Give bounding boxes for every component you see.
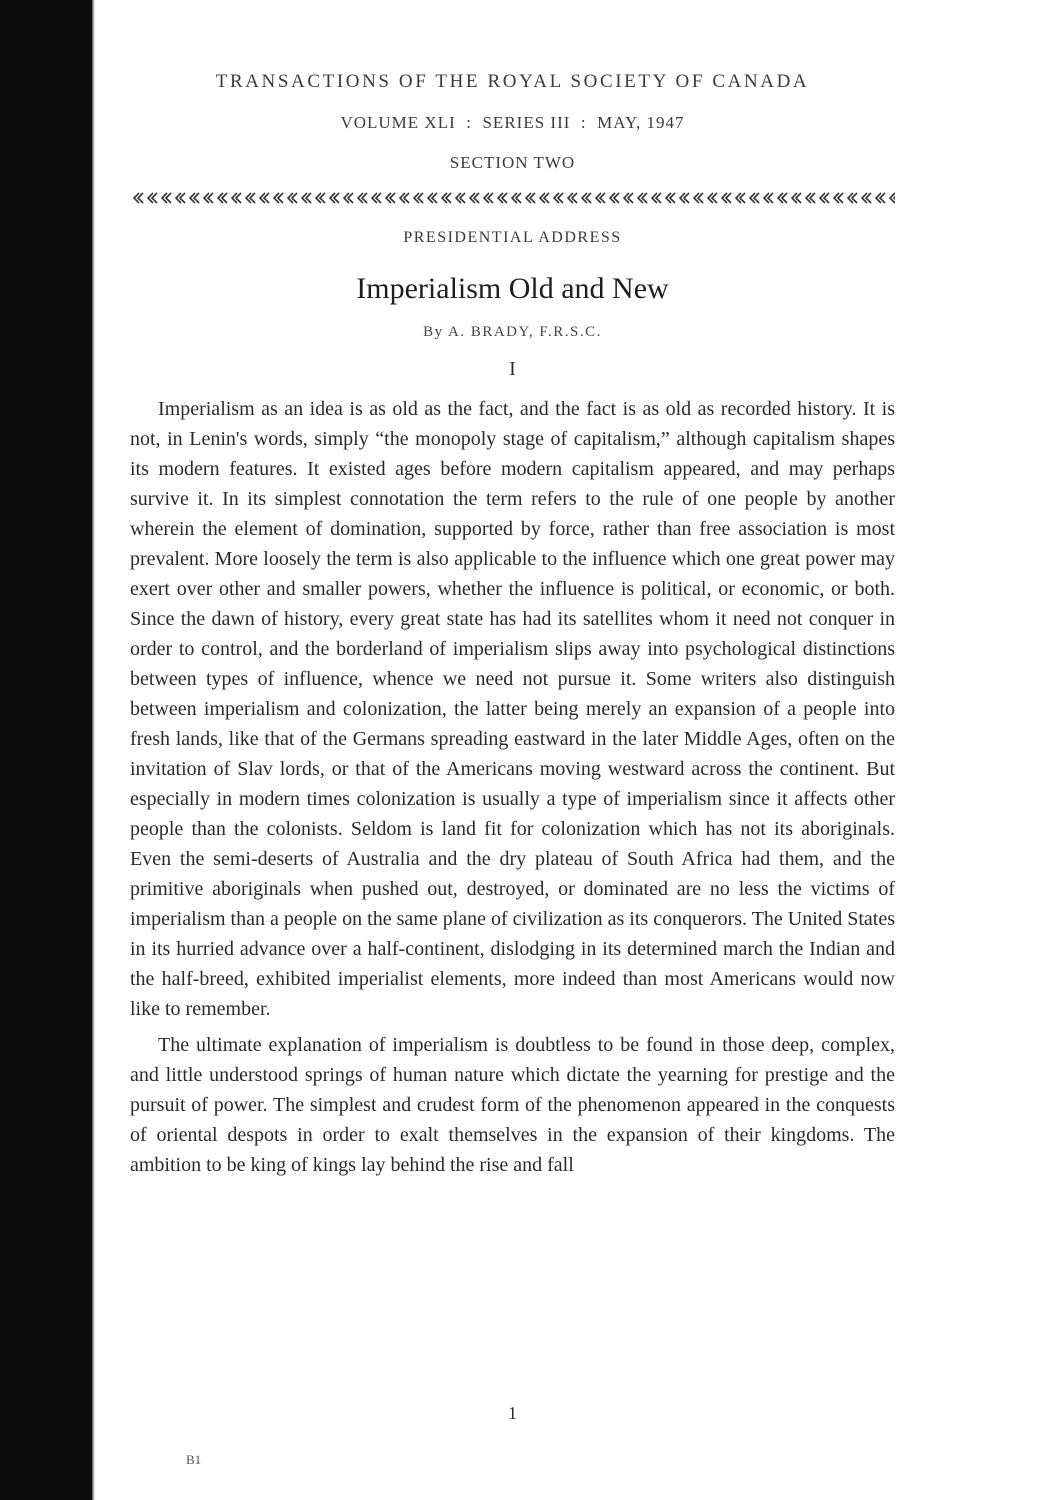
- paragraph: Imperialism as an idea is as old as the fact, and the fact is as old as recorded history. It is not, in Lenin's words, simply “the monopoly stage of capitalism,” although capitalism shapes its modern features. It existed ages before modern capitalism appeared, and may perhaps survive it. In its simplest connotation the term refers to the rule of one people by another wherein the element of domination, supported by force, rather than free association is most prevalent. More loosely the term is also applicable to the influence which one great power may exert over other and smaller powers, whether the influence is political, or economic, or both. Since the dawn of history, every great state has had its satellites whom it need not conquer in order to control, and the borderland of imperialism slips away into psychological distinctions between types of influence, whence we need not pursue it. Some writers also distinguish between imperialism and colonization, the latter being merely an expansion of a people into fresh lands, like that of the Germans spreading eastward in the later Middle Ages, often on the invitation of Slav lords, or that of the Americans moving westward across the continent. But especially in modern times colonization is usually a type of imperialism since it affects other people than the colonists. Seldom is land fit for colonization which has not its aboriginals. Even the semi-deserts of Australia and the dry plateau of South Africa had them, and the primitive aboriginals when pushed out, destroyed, or dominated are no less the victims of imperialism than a people on the same plane of civilization as its conquerors. The United States in its hurried advance over a half-continent, dislodging in its determined march the Indian and the half-breed, exhibited imperialist elements, more indeed than most Americans would now like to remember.: [130, 398, 895, 1020]
- paragraph: The ultimate explanation of imperialism is doubtless to be found in those deep, complex, and little understood springs of human nature which dictate the yearning for prestige and the pursuit of power. The simplest and crudest form of the phenomenon appeared in the conquests of oriental despots in order to exalt themselves in the expansion of their kingdoms. The ambition to be king of kings lay behind the rise and fall: [130, 1034, 895, 1176]
- signature-mark: B1: [186, 1452, 202, 1467]
- article-body: [130, 394, 895, 1180]
- article-title: Imperialism Old and New: [356, 272, 669, 305]
- ornamental-rule: [130, 191, 895, 205]
- journal-page: [130, 0, 895, 1500]
- author-byline: By A. BRADY, F.R.S.C.: [423, 324, 602, 340]
- address-label: PRESIDENTIAL ADDRESS: [403, 229, 622, 246]
- part-numeral: I: [509, 358, 516, 380]
- journal-title: TRANSACTIONS OF THE ROYAL SOCIETY OF CANADA: [215, 71, 810, 92]
- page-number: 1: [508, 1403, 517, 1423]
- section-heading: SECTION TWO: [449, 153, 576, 172]
- book-binding-edge: [0, 0, 92, 1500]
- volume-line: VOLUME XLI : SERIES III : MAY, 1947: [340, 113, 685, 132]
